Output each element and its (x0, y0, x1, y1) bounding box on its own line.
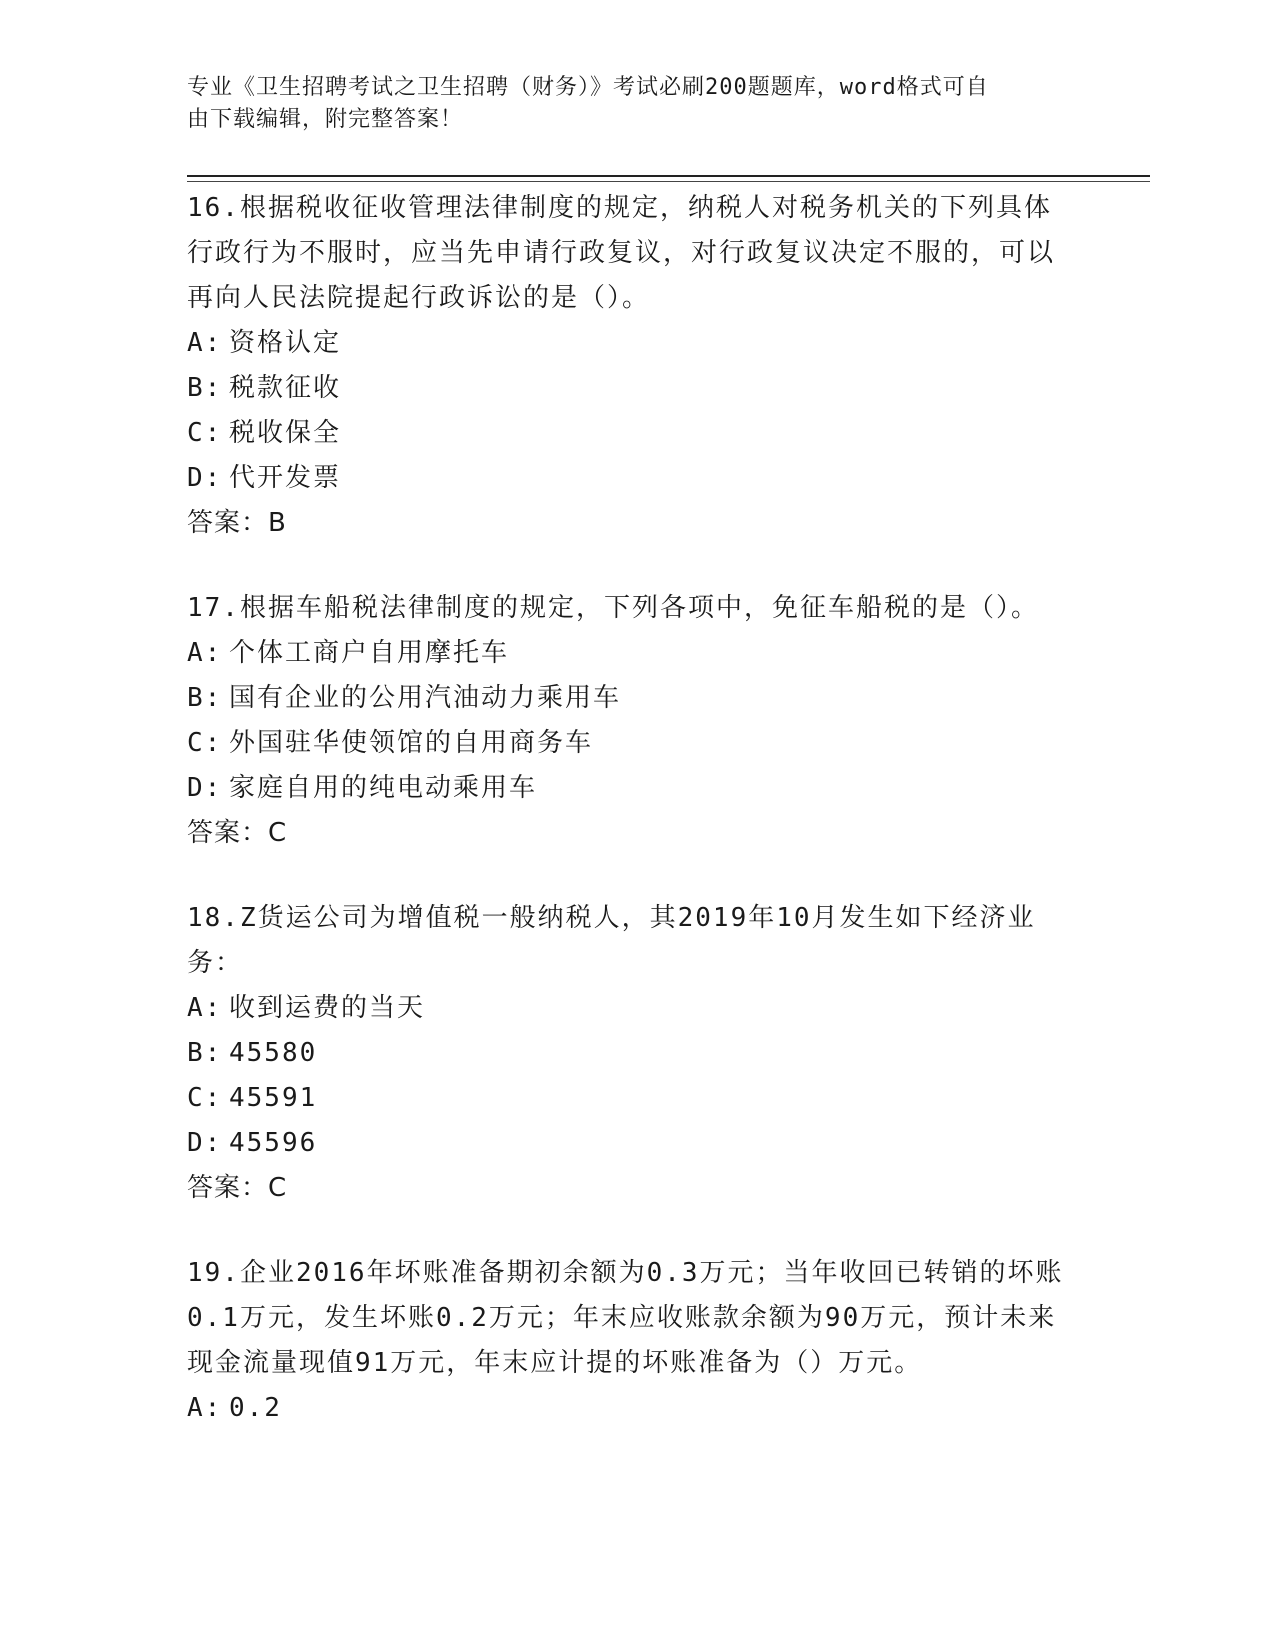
option-key: B: (187, 1038, 223, 1068)
option-text: 45591 (229, 1083, 318, 1113)
header-line-2: 由下载编辑，附完整答案！ (187, 107, 464, 132)
option-text: 个体工商户自用摩托车 (229, 638, 510, 668)
question-18 (187, 896, 1067, 1211)
answer: 答案：C (187, 818, 288, 848)
option-key: C: (187, 1083, 223, 1113)
question-stem: 19.企业2016年坏账准备期初余额为0.3万元；当年收回已转销的坏账0.1万元，发生坏账0.2万元；年末应收账款余额为90万元，预计未来现金流量现值91万元，年末应计提的坏账准备为（）万元。 (187, 1258, 1064, 1378)
header-line-1: 专业《卫生招聘考试之卫生招聘（财务）》考试必刷200题题库，word格式可自 (187, 75, 989, 100)
option-d (187, 766, 1067, 811)
option-a (187, 321, 1067, 366)
option-text: 税收保全 (229, 418, 342, 448)
header-rule-thin (187, 181, 1150, 182)
option-text: 0.2 (229, 1393, 282, 1423)
option-key: D: (187, 773, 223, 803)
option-d (187, 1121, 1067, 1166)
header-rule-thick (187, 175, 1150, 177)
option-c (187, 411, 1067, 456)
question-stem: 16.根据税收征收管理法律制度的规定，纳税人对税务机关的下列具体行政行为不服时，应当先申请行政复议，对行政复议决定不服的，可以再向人民法院提起行政诉讼的是（）。 (187, 193, 1056, 313)
option-text: 45596 (229, 1128, 318, 1158)
question-17 (187, 586, 1067, 856)
option-text: 资格认定 (229, 328, 342, 358)
answer: 答案：B (187, 508, 287, 538)
answer: 答案：C (187, 1173, 288, 1203)
option-key: D: (187, 463, 223, 493)
option-a (187, 631, 1067, 676)
option-text: 外国驻华使领馆的自用商务车 (229, 728, 594, 758)
option-a (187, 986, 1067, 1031)
question-19 (187, 1251, 1067, 1431)
option-key: A: (187, 638, 223, 668)
option-key: A: (187, 328, 223, 358)
question-list (187, 186, 1067, 1471)
option-key: C: (187, 728, 223, 758)
option-b (187, 366, 1067, 411)
question-stem: 17.根据车船税法律制度的规定，下列各项中，免征车船税的是（）。 (187, 593, 1039, 623)
option-key: B: (187, 683, 223, 713)
question-stem: 18.Z货运公司为增值税一般纳税人，其2019年10月发生如下经济业务： (187, 903, 1036, 978)
option-a (187, 1386, 1067, 1431)
question-16 (187, 186, 1067, 546)
option-key: B: (187, 373, 223, 403)
option-text: 45580 (229, 1038, 318, 1068)
option-text: 税款征收 (229, 373, 342, 403)
option-text: 收到运费的当天 (229, 993, 426, 1023)
option-key: A: (187, 993, 223, 1023)
option-key: C: (187, 418, 223, 448)
option-c (187, 1076, 1067, 1121)
option-text: 国有企业的公用汽油动力乘用车 (229, 683, 622, 713)
option-text: 家庭自用的纯电动乘用车 (229, 773, 538, 803)
option-b (187, 1031, 1067, 1076)
option-key: A: (187, 1393, 223, 1423)
option-text: 代开发票 (229, 463, 342, 493)
option-d (187, 456, 1067, 501)
document-header (187, 72, 1067, 136)
option-c (187, 721, 1067, 766)
option-b (187, 676, 1067, 721)
option-key: D: (187, 1128, 223, 1158)
